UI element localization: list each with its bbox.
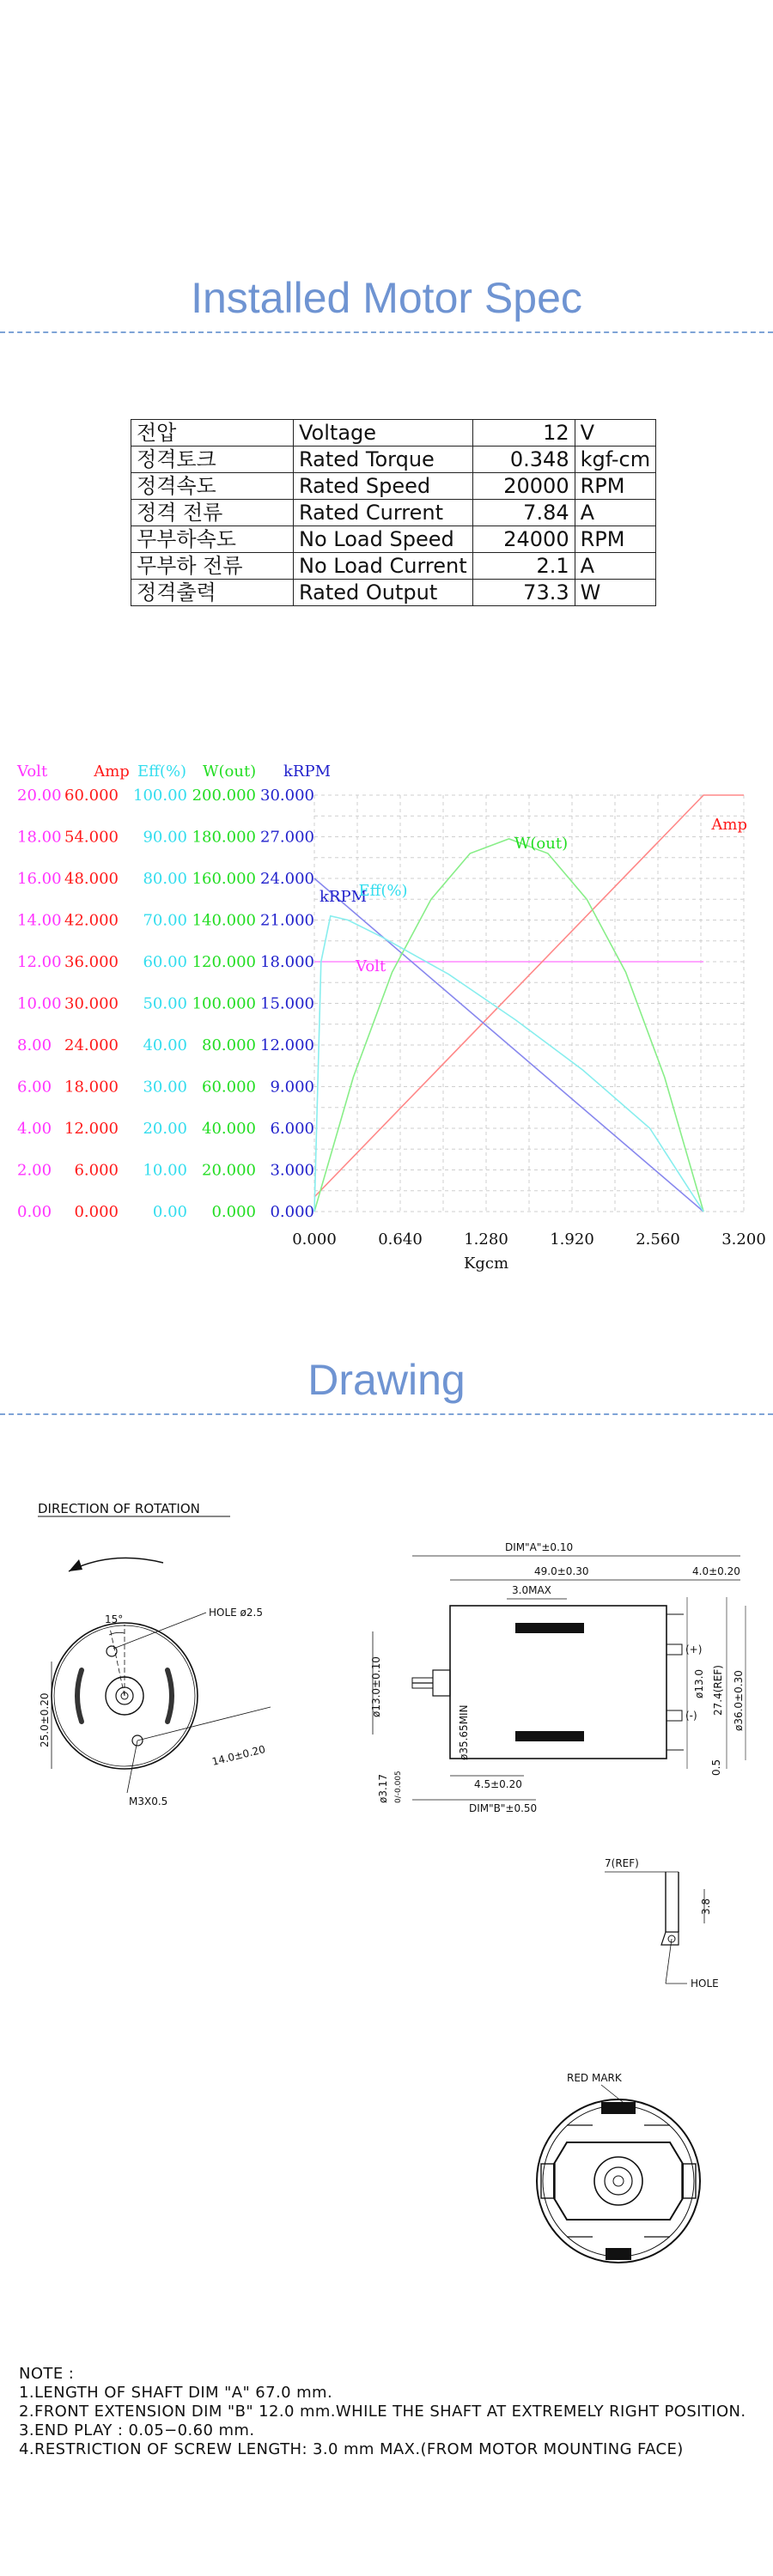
axis-tick-label: 200.000 bbox=[192, 787, 256, 805]
spec-korean-label: 정격토크 bbox=[131, 447, 294, 473]
notes-heading: NOTE : bbox=[19, 2365, 75, 2383]
axis-tick-label: 0.000 bbox=[74, 1203, 119, 1221]
axis-tick-label: 80.000 bbox=[202, 1036, 256, 1054]
axis-tick-label: 30.000 bbox=[64, 994, 119, 1013]
spec-table bbox=[131, 419, 656, 606]
x-tick-label: 3.200 bbox=[721, 1230, 766, 1249]
spec-unit: RPM bbox=[575, 526, 656, 553]
plus-terminal-label: (+) bbox=[685, 1643, 703, 1656]
series-label: Eff(%) bbox=[358, 882, 408, 900]
spec-value: 0.348 bbox=[472, 447, 575, 473]
x-tick-label: 1.280 bbox=[464, 1230, 508, 1249]
dim-27-label: 27.4(REF) bbox=[712, 1665, 724, 1716]
axis-tick-label: 24.000 bbox=[64, 1036, 119, 1054]
axis-tick-label: 6.000 bbox=[74, 1161, 119, 1180]
dim-b-label: DIM"B"±0.50 bbox=[469, 1802, 538, 1814]
axis-tick-label: 100.000 bbox=[192, 994, 256, 1013]
axis-tick-label: 50.00 bbox=[143, 994, 187, 1013]
drawing-section-title: Drawing bbox=[307, 1356, 466, 1404]
spec-unit: RPM bbox=[575, 473, 656, 500]
series-label: W(out) bbox=[514, 835, 569, 853]
spec-row bbox=[131, 420, 656, 447]
dim-shaft-label: ø3.17 bbox=[377, 1773, 389, 1803]
axis-tick-label: 12.000 bbox=[64, 1120, 119, 1138]
side-view bbox=[370, 1541, 746, 1814]
red-mark-label: RED MARK bbox=[567, 2072, 622, 2084]
axis-tick-label: 60.000 bbox=[64, 787, 119, 805]
spec-row bbox=[131, 447, 656, 473]
note-line: 3.END PLAY : 0.05−0.60 mm. bbox=[19, 2421, 255, 2439]
chart-grid bbox=[314, 795, 744, 1212]
spec-row bbox=[131, 580, 656, 606]
axis-tick-label: 42.000 bbox=[64, 911, 119, 930]
front-view bbox=[39, 1607, 271, 1807]
dim-36-label: ø36.0±0.30 bbox=[733, 1670, 745, 1731]
dim-05-label: 0.5 bbox=[710, 1759, 722, 1776]
spec-korean-label: 무부하 전류 bbox=[131, 553, 294, 580]
terminal-detail bbox=[605, 1857, 719, 1990]
axis-tick-label: 4.00 bbox=[17, 1120, 52, 1138]
dim-13b-label: ø13.0 bbox=[693, 1668, 705, 1698]
chart-axis-labels bbox=[16, 762, 766, 1273]
drawing-section-divider bbox=[0, 1413, 773, 1415]
spec-unit: kgf-cm bbox=[575, 447, 656, 473]
spec-value: 12 bbox=[472, 420, 575, 447]
spec-unit: V bbox=[575, 420, 656, 447]
axis-tick-label: 20.00 bbox=[17, 787, 62, 805]
axis-tick-label: 12.00 bbox=[17, 953, 62, 971]
dim-a-label: DIM"A"±0.10 bbox=[505, 1541, 574, 1553]
spec-english-label: Rated Current bbox=[294, 500, 473, 526]
axis-tick-label: 0.000 bbox=[270, 1203, 314, 1221]
terminal-ref-label: 7(REF) bbox=[605, 1857, 639, 1869]
axis-tick-label: 60.000 bbox=[202, 1078, 256, 1097]
spec-row bbox=[131, 473, 656, 500]
axis-tick-label: 120.000 bbox=[192, 953, 256, 971]
axis-tick-label: 3.000 bbox=[270, 1161, 314, 1180]
spec-unit: A bbox=[575, 500, 656, 526]
spec-unit: W bbox=[575, 580, 656, 606]
axis-tick-label: 18.000 bbox=[260, 953, 314, 971]
axis-tick-label: 6.00 bbox=[17, 1078, 52, 1097]
motor-drawing bbox=[0, 1477, 773, 2336]
dim-25-label: 25.0±0.20 bbox=[39, 1692, 51, 1747]
spec-english-label: Rated Torque bbox=[294, 447, 473, 473]
axis-tick-label: 18.000 bbox=[64, 1078, 119, 1097]
screw-label: M3X0.5 bbox=[129, 1795, 168, 1807]
spec-korean-label: 정격속도 bbox=[131, 473, 294, 500]
dim-4-label: 4.0±0.20 bbox=[692, 1565, 740, 1577]
dim-45-label: 4.5±0.20 bbox=[474, 1778, 522, 1790]
series-label: Volt bbox=[356, 957, 386, 975]
series-label: Amp bbox=[711, 816, 747, 834]
dim-14-label: 14.0±0.20 bbox=[210, 1742, 267, 1768]
axis-tick-label: 15.000 bbox=[260, 994, 314, 1013]
axis-header: kRPM bbox=[283, 762, 332, 781]
axis-header: W(out) bbox=[203, 762, 257, 781]
note-line: 1.LENGTH OF SHAFT DIM "A" 67.0 mm. bbox=[19, 2384, 333, 2402]
axis-tick-label: 0.00 bbox=[152, 1203, 187, 1221]
axis-tick-label: 12.000 bbox=[260, 1036, 314, 1054]
dim-49-label: 49.0±0.30 bbox=[534, 1565, 589, 1577]
axis-tick-label: 0.00 bbox=[17, 1203, 52, 1221]
x-tick-label: 2.560 bbox=[636, 1230, 680, 1249]
axis-tick-label: 140.000 bbox=[192, 911, 256, 930]
spec-section-title: Installed Motor Spec bbox=[191, 274, 582, 322]
axis-tick-label: 54.000 bbox=[64, 828, 119, 847]
spec-row bbox=[131, 500, 656, 526]
axis-tick-label: 27.000 bbox=[260, 828, 314, 847]
dim-13-label: ø13.0±0.10 bbox=[370, 1656, 382, 1717]
spec-section-divider bbox=[0, 331, 773, 333]
spec-row bbox=[131, 553, 656, 580]
spec-english-label: Rated Speed bbox=[294, 473, 473, 500]
rear-view bbox=[537, 2072, 700, 2263]
spec-row bbox=[131, 526, 656, 553]
spec-value: 73.3 bbox=[472, 580, 575, 606]
spec-korean-label: 정격 전류 bbox=[131, 500, 294, 526]
terminal-dim-label: 3.8 bbox=[700, 1898, 712, 1915]
spec-korean-label: 무부하속도 bbox=[131, 526, 294, 553]
angle-label: 15° bbox=[105, 1613, 124, 1625]
note-line: 2.FRONT EXTENSION DIM "B" 12.0 mm.WHILE THE SHAFT AT EXTREMELY RIGHT POSITION. bbox=[19, 2403, 746, 2421]
spec-value: 7.84 bbox=[472, 500, 575, 526]
rotation-direction-label: DIRECTION OF ROTATION bbox=[38, 1501, 200, 1516]
axis-tick-label: 160.000 bbox=[192, 870, 256, 888]
spec-value: 20000 bbox=[472, 473, 575, 500]
performance-chart bbox=[0, 756, 773, 1288]
note-line: 4.RESTRICTION OF SCREW LENGTH: 3.0 mm MAX.(FROM MOTOR MOUNTING FACE) bbox=[19, 2440, 684, 2458]
x-tick-label: 0.000 bbox=[292, 1230, 337, 1249]
axis-tick-label: 24.000 bbox=[260, 870, 314, 888]
x-tick-label: 0.640 bbox=[378, 1230, 423, 1249]
spec-value: 2.1 bbox=[472, 553, 575, 580]
axis-tick-label: 9.000 bbox=[270, 1078, 314, 1097]
axis-tick-label: 48.000 bbox=[64, 870, 119, 888]
spec-english-label: Voltage bbox=[294, 420, 473, 447]
spec-english-label: Rated Output bbox=[294, 580, 473, 606]
axis-tick-label: 16.00 bbox=[17, 870, 62, 888]
axis-header: Eff(%) bbox=[137, 762, 187, 781]
series-label: kRPM bbox=[320, 888, 368, 906]
axis-tick-label: 180.000 bbox=[192, 828, 256, 847]
axis-tick-label: 100.00 bbox=[133, 787, 187, 805]
axis-tick-label: 2.00 bbox=[17, 1161, 52, 1180]
axis-tick-label: 18.00 bbox=[17, 828, 62, 847]
axis-tick-label: 90.00 bbox=[143, 828, 187, 847]
dim-shaft-tolerance: 0/-0.005 bbox=[394, 1771, 403, 1803]
axis-tick-label: 6.000 bbox=[270, 1120, 314, 1138]
spec-korean-label: 전압 bbox=[131, 420, 294, 447]
axis-tick-label: 70.00 bbox=[143, 911, 187, 930]
spec-english-label: No Load Current bbox=[294, 553, 473, 580]
axis-tick-label: 30.000 bbox=[260, 787, 314, 805]
axis-tick-label: 30.00 bbox=[143, 1078, 187, 1097]
axis-tick-label: 14.00 bbox=[17, 911, 62, 930]
axis-tick-label: 60.00 bbox=[143, 953, 187, 971]
spec-korean-label: 정격출력 bbox=[131, 580, 294, 606]
spec-english-label: No Load Speed bbox=[294, 526, 473, 553]
axis-tick-label: 10.00 bbox=[17, 994, 62, 1013]
axis-tick-label: 40.000 bbox=[202, 1120, 256, 1138]
minus-terminal-label: (-) bbox=[685, 1710, 697, 1722]
axis-tick-label: 10.00 bbox=[143, 1161, 187, 1180]
axis-header: Amp bbox=[94, 762, 130, 781]
chart-series-labels bbox=[320, 816, 747, 975]
axis-tick-label: 40.00 bbox=[143, 1036, 187, 1054]
axis-header: Volt bbox=[17, 762, 48, 781]
spec-value: 24000 bbox=[472, 526, 575, 553]
axis-tick-label: 20.000 bbox=[202, 1161, 256, 1180]
axis-tick-label: 20.00 bbox=[143, 1120, 187, 1138]
axis-tick-label: 0.000 bbox=[211, 1203, 256, 1221]
spec-unit: A bbox=[575, 553, 656, 580]
axis-tick-label: 8.00 bbox=[17, 1036, 52, 1054]
hole-label: HOLE ø2.5 bbox=[209, 1607, 263, 1619]
axis-tick-label: 21.000 bbox=[260, 911, 314, 930]
x-tick-label: 1.920 bbox=[550, 1230, 594, 1249]
dim-35-label: ø35.65MIN bbox=[458, 1704, 470, 1760]
axis-tick-label: 36.000 bbox=[64, 953, 119, 971]
rotation-arrow-icon bbox=[69, 1558, 163, 1571]
terminal-hole-label: HOLE bbox=[691, 1978, 719, 1990]
x-axis-label: Kgcm bbox=[463, 1255, 509, 1273]
drawing-notes bbox=[19, 2365, 746, 2459]
dim-3max-label: 3.0MAX bbox=[512, 1584, 551, 1596]
axis-tick-label: 80.00 bbox=[143, 870, 187, 888]
